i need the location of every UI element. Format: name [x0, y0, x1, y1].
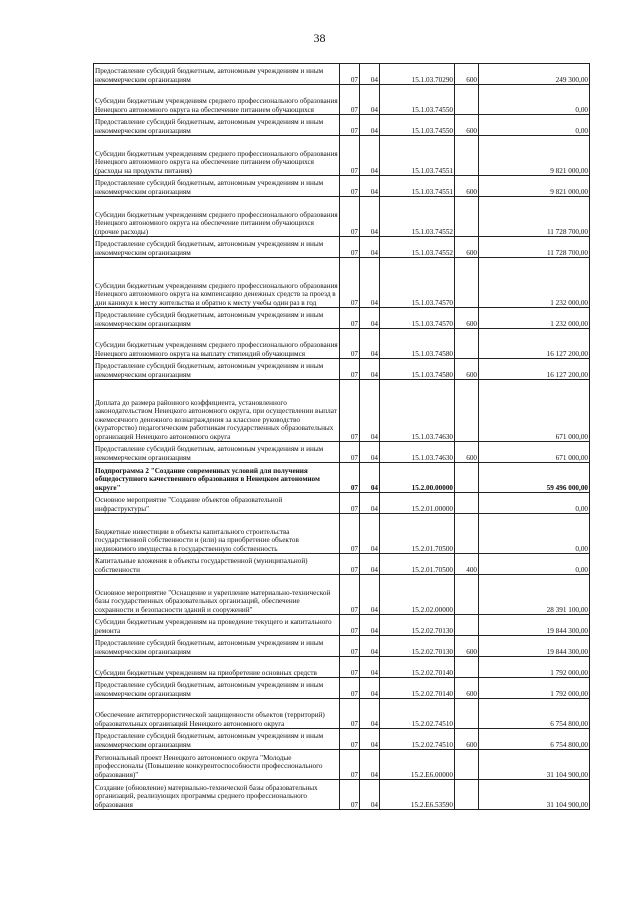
row-name-cell: Субсидии бюджетным учреждениям среднего профессионального образования Ненецкого автономного округа на обеспечение питанием обучающихся (расходы на продукты питания) [94, 136, 340, 176]
row-target-code-cell: 15.1.03.74570 [380, 308, 455, 329]
row-expense-kind-cell [455, 197, 479, 237]
row-subsection-cell: 04 [360, 636, 380, 657]
row-target-code-cell: 15.1.03.74550 [380, 85, 455, 115]
row-subsection-cell: 04 [360, 678, 380, 699]
row-expense-kind-cell: 600 [455, 359, 479, 380]
row-amount-cell: 0,00 [479, 554, 590, 575]
row-name-cell: Предоставление субсидий бюджетным, автономным учреждениям и иным некоммерческим организациям [94, 729, 340, 750]
table-row [94, 636, 590, 657]
row-amount-cell: 9 821 000,00 [479, 176, 590, 197]
row-subsection-cell: 04 [360, 575, 380, 615]
row-expense-kind-cell: 600 [455, 442, 479, 463]
row-section-cell: 07 [340, 463, 360, 493]
row-name-cell: Предоставление субсидий бюджетным, автономным учреждениям и иным некоммерческим организациям [94, 308, 340, 329]
row-amount-cell: 1 792 000,00 [479, 678, 590, 699]
row-amount-cell: 671 000,00 [479, 380, 590, 442]
row-expense-kind-cell [455, 699, 479, 729]
row-section-cell: 07 [340, 729, 360, 750]
row-subsection-cell: 04 [360, 85, 380, 115]
row-name-cell: Предоставление субсидий бюджетным, автономным учреждениям и иным некоммерческим организациям [94, 678, 340, 699]
row-subsection-cell: 04 [360, 729, 380, 750]
row-expense-kind-cell [455, 657, 479, 678]
row-section-cell: 07 [340, 678, 360, 699]
row-amount-cell: 19 844 300,00 [479, 615, 590, 636]
row-target-code-cell: 15.1.03.74580 [380, 329, 455, 359]
row-target-code-cell: 15.1.03.74551 [380, 136, 455, 176]
row-target-code-cell: 15.1.03.74580 [380, 359, 455, 380]
row-section-cell: 07 [340, 554, 360, 575]
row-expense-kind-cell: 600 [455, 237, 479, 258]
row-target-code-cell: 15.1.03.74630 [380, 442, 455, 463]
row-name-cell: Субсидии бюджетным учреждениям на приобретение основных средств [94, 657, 340, 678]
table-row [94, 678, 590, 699]
row-subsection-cell: 04 [360, 329, 380, 359]
row-target-code-cell: 15.2.02.70130 [380, 636, 455, 657]
row-amount-cell: 31 104 900,00 [479, 780, 590, 810]
row-section-cell: 07 [340, 237, 360, 258]
row-expense-kind-cell: 600 [455, 308, 479, 329]
row-target-code-cell: 15.2.00.00000 [380, 463, 455, 493]
row-section-cell: 07 [340, 85, 360, 115]
row-target-code-cell: 15.2.01.70500 [380, 554, 455, 575]
row-expense-kind-cell [455, 780, 479, 810]
row-expense-kind-cell [455, 258, 479, 308]
row-amount-cell: 31 104 900,00 [479, 750, 590, 780]
row-section-cell: 07 [340, 308, 360, 329]
budget-table [93, 63, 590, 810]
row-subsection-cell: 04 [360, 615, 380, 636]
row-name-cell: Обеспечение антитеррористической защищенности объектов (территорий) образовательных организаций Ненецкого автономного округа [94, 699, 340, 729]
row-expense-kind-cell [455, 493, 479, 514]
row-name-cell: Предоставление субсидий бюджетным, автономным учреждениям и иным некоммерческим организациям [94, 359, 340, 380]
table-row [94, 258, 590, 308]
row-subsection-cell: 04 [360, 258, 380, 308]
row-subsection-cell: 04 [360, 115, 380, 136]
row-section-cell: 07 [340, 493, 360, 514]
row-subsection-cell: 04 [360, 237, 380, 258]
table-row [94, 575, 590, 615]
row-expense-kind-cell [455, 750, 479, 780]
table-row [94, 514, 590, 554]
row-target-code-cell: 15.2.02.70140 [380, 678, 455, 699]
row-subsection-cell: 04 [360, 197, 380, 237]
table-row [94, 380, 590, 442]
row-section-cell: 07 [340, 615, 360, 636]
row-name-cell: Субсидии бюджетным учреждениям на проведение текущего и капитального ремонта [94, 615, 340, 636]
row-subsection-cell: 04 [360, 380, 380, 442]
row-name-cell: Предоставление субсидий бюджетным, автономным учреждениям и иным некоммерческим организациям [94, 636, 340, 657]
row-target-code-cell: 15.2.02.74510 [380, 729, 455, 750]
row-amount-cell: 6 754 800,00 [479, 729, 590, 750]
row-expense-kind-cell [455, 380, 479, 442]
row-target-code-cell: 15.1.03.74550 [380, 115, 455, 136]
table-row [94, 493, 590, 514]
page-number: 38 [313, 31, 326, 45]
row-amount-cell: 1 792 000,00 [479, 657, 590, 678]
row-name-cell: Субсидии бюджетным учреждениям среднего профессионального образования Ненецкого автономного округа на обеспечение питанием обучающихся [94, 85, 340, 115]
table-row [94, 750, 590, 780]
row-amount-cell: 0,00 [479, 115, 590, 136]
table-row [94, 329, 590, 359]
row-name-cell: Предоставление субсидий бюджетным, автономным учреждениям и иным некоммерческим организациям [94, 64, 340, 85]
row-expense-kind-cell: 600 [455, 176, 479, 197]
row-amount-cell: 1 232 000,00 [479, 308, 590, 329]
row-expense-kind-cell [455, 615, 479, 636]
row-name-cell: Предоставление субсидий бюджетным, автономным учреждениям и иным некоммерческим организациям [94, 442, 340, 463]
row-amount-cell: 249 300,00 [479, 64, 590, 85]
row-amount-cell: 6 754 800,00 [479, 699, 590, 729]
row-section-cell: 07 [340, 514, 360, 554]
row-amount-cell: 0,00 [479, 85, 590, 115]
table-row [94, 64, 590, 85]
row-section-cell: 07 [340, 657, 360, 678]
row-section-cell: 07 [340, 115, 360, 136]
row-subsection-cell: 04 [360, 493, 380, 514]
row-section-cell: 07 [340, 750, 360, 780]
row-expense-kind-cell [455, 463, 479, 493]
row-expense-kind-cell: 600 [455, 729, 479, 750]
row-amount-cell: 0,00 [479, 514, 590, 554]
row-expense-kind-cell: 600 [455, 64, 479, 85]
row-section-cell: 07 [340, 636, 360, 657]
row-expense-kind-cell: 600 [455, 636, 479, 657]
row-section-cell: 07 [340, 780, 360, 810]
row-expense-kind-cell [455, 514, 479, 554]
row-name-cell: Доплата до размера районного коэффициента, установленного законодательством Ненецкого автономного округа, при осуществлении выплат ежемесячного денежного вознаграждения за классное руководство (кураторство) педагогическим работникам государственных образовательных организаций Ненецкого автономного округа [94, 380, 340, 442]
table-row [94, 85, 590, 115]
row-subsection-cell: 04 [360, 442, 380, 463]
row-subsection-cell: 04 [360, 514, 380, 554]
table-row [94, 657, 590, 678]
row-expense-kind-cell: 600 [455, 678, 479, 699]
row-name-cell: Предоставление субсидий бюджетным, автономным учреждениям и иным некоммерческим организациям [94, 115, 340, 136]
row-name-cell: Предоставление субсидий бюджетным, автономным учреждениям и иным некоммерческим организациям [94, 237, 340, 258]
row-target-code-cell: 15.1.03.74552 [380, 237, 455, 258]
row-amount-cell: 11 728 700,00 [479, 197, 590, 237]
row-name-cell: Создание (обновление) материально-технической базы образовательных организаций, реализующих программы среднего профессионального образования [94, 780, 340, 810]
row-section-cell: 07 [340, 64, 360, 85]
row-target-code-cell: 15.1.03.74570 [380, 258, 455, 308]
budget-table-body [94, 64, 590, 810]
row-amount-cell: 28 391 100,00 [479, 575, 590, 615]
row-target-code-cell: 15.2.E6.53590 [380, 780, 455, 810]
row-section-cell: 07 [340, 258, 360, 308]
row-target-code-cell: 15.2.01.70500 [380, 514, 455, 554]
row-expense-kind-cell [455, 329, 479, 359]
row-section-cell: 07 [340, 380, 360, 442]
table-row [94, 176, 590, 197]
row-amount-cell: 19 844 300,00 [479, 636, 590, 657]
table-row [94, 442, 590, 463]
table-row [94, 699, 590, 729]
row-expense-kind-cell [455, 136, 479, 176]
row-target-code-cell: 15.2.02.74510 [380, 699, 455, 729]
row-expense-kind-cell [455, 85, 479, 115]
row-section-cell: 07 [340, 699, 360, 729]
row-name-cell: Подпрограмма 2 "Создание современных условий для получения общедоступного качественного образования в Ненецком автономном округе" [94, 463, 340, 493]
table-row [94, 615, 590, 636]
row-subsection-cell: 04 [360, 359, 380, 380]
table-row [94, 197, 590, 237]
row-name-cell: Субсидии бюджетным учреждениям среднего профессионального образования Ненецкого автономного округа на выплату стипендий обучающимся [94, 329, 340, 359]
row-amount-cell: 11 728 700,00 [479, 237, 590, 258]
row-expense-kind-cell [455, 575, 479, 615]
row-target-code-cell: 15.1.03.74551 [380, 176, 455, 197]
row-name-cell: Предоставление субсидий бюджетным, автономным учреждениям и иным некоммерческим организациям [94, 176, 340, 197]
row-amount-cell: 16 127 200,00 [479, 359, 590, 380]
row-section-cell: 07 [340, 136, 360, 176]
row-subsection-cell: 04 [360, 699, 380, 729]
row-subsection-cell: 04 [360, 780, 380, 810]
row-target-code-cell: 15.2.E6.00000 [380, 750, 455, 780]
row-subsection-cell: 04 [360, 64, 380, 85]
row-subsection-cell: 04 [360, 176, 380, 197]
table-row [94, 115, 590, 136]
row-section-cell: 07 [340, 329, 360, 359]
row-subsection-cell: 04 [360, 657, 380, 678]
row-name-cell: Региональный проект Ненецкого автономного округа "Молодые профессионалы (Повышение конкурентоспособности профессионального образования)" [94, 750, 340, 780]
row-name-cell: Субсидии бюджетным учреждениям среднего профессионального образования Ненецкого автономного округа на обеспечение питанием обучающихся (прочие расходы) [94, 197, 340, 237]
row-amount-cell: 671 000,00 [479, 442, 590, 463]
row-name-cell: Бюджетные инвестиции в объекты капитального строительства государственной собственности и (или) на приобретение объектов недвижимого имущества в государственную собственность [94, 514, 340, 554]
table-row [94, 463, 590, 493]
row-target-code-cell: 15.1.03.74552 [380, 197, 455, 237]
row-name-cell: Капитальные вложения в объекты государственной (муниципальной) собственности [94, 554, 340, 575]
table-row [94, 136, 590, 176]
row-section-cell: 07 [340, 359, 360, 380]
row-expense-kind-cell: 400 [455, 554, 479, 575]
row-target-code-cell: 15.2.02.70130 [380, 615, 455, 636]
table-row [94, 308, 590, 329]
row-amount-cell: 16 127 200,00 [479, 329, 590, 359]
row-subsection-cell: 04 [360, 554, 380, 575]
row-target-code-cell: 15.1.03.74630 [380, 380, 455, 442]
row-section-cell: 07 [340, 197, 360, 237]
table-row [94, 237, 590, 258]
row-amount-cell: 9 821 000,00 [479, 136, 590, 176]
row-section-cell: 07 [340, 442, 360, 463]
row-subsection-cell: 04 [360, 463, 380, 493]
row-section-cell: 07 [340, 575, 360, 615]
row-subsection-cell: 04 [360, 136, 380, 176]
table-row [94, 729, 590, 750]
table-row [94, 554, 590, 575]
row-section-cell: 07 [340, 176, 360, 197]
row-subsection-cell: 04 [360, 308, 380, 329]
row-target-code-cell: 15.1.03.70290 [380, 64, 455, 85]
row-name-cell: Субсидии бюджетным учреждениям среднего профессионального образования Ненецкого автономного округа на компенсацию денежных средств за проезд в дни каникул к месту жительства и обратно к месту учебы один раз в год [94, 258, 340, 308]
row-subsection-cell: 04 [360, 750, 380, 780]
row-expense-kind-cell: 600 [455, 115, 479, 136]
row-target-code-cell: 15.2.02.00000 [380, 575, 455, 615]
row-target-code-cell: 15.2.02.70140 [380, 657, 455, 678]
table-row [94, 359, 590, 380]
table-row [94, 780, 590, 810]
row-target-code-cell: 15.2.01.00000 [380, 493, 455, 514]
row-name-cell: Основное мероприятие "Оснащение и укрепление материально-технической базы государственных образовательных организаций, обеспечение сохранности и безопасности зданий и сооружений" [94, 575, 340, 615]
row-name-cell: Основное мероприятие "Создание объектов образовательной инфраструктуры" [94, 493, 340, 514]
row-amount-cell: 1 232 000,00 [479, 258, 590, 308]
row-amount-cell: 59 496 000,00 [479, 463, 590, 493]
row-amount-cell: 0,00 [479, 493, 590, 514]
